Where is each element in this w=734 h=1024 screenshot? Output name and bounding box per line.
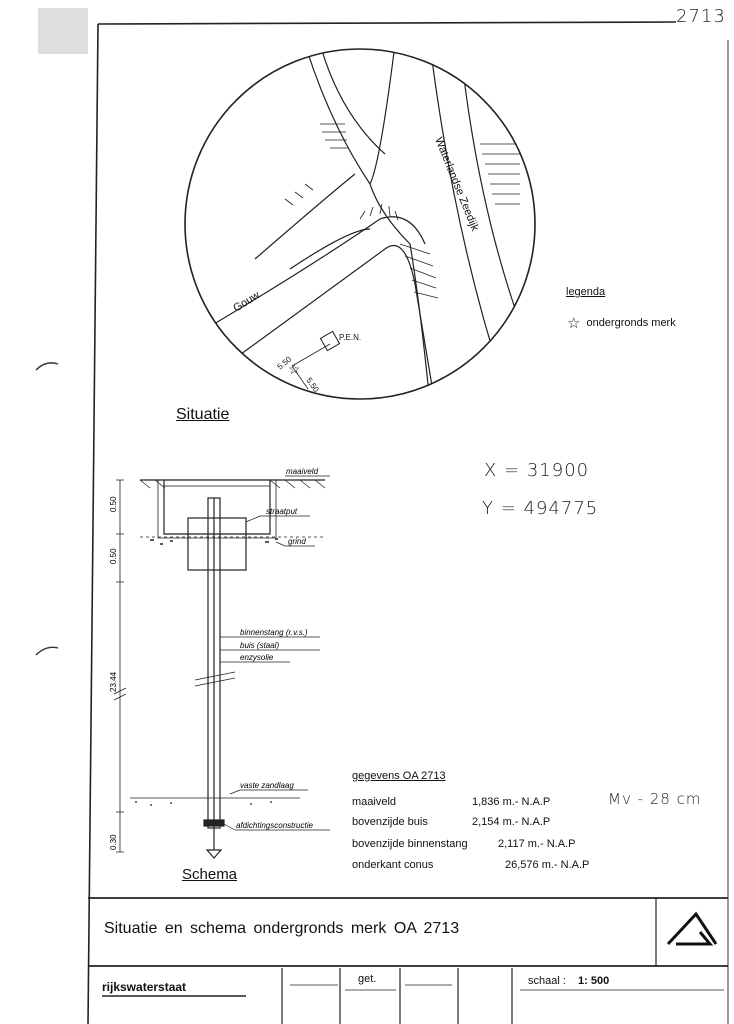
coord-x: X = 31900 bbox=[484, 460, 590, 481]
schema-label-enzysolie: enzysolie bbox=[240, 653, 274, 662]
dim-2344: 23.44 bbox=[109, 671, 118, 692]
gegevens-title: gegevens OA 2713 bbox=[352, 770, 446, 782]
gegevens-row-label: maaiveld bbox=[352, 796, 397, 808]
legend-title: legenda bbox=[566, 286, 606, 298]
gegevens-row-label: bovenzijde buis bbox=[352, 816, 428, 828]
get-label: get. bbox=[358, 973, 377, 985]
gegevens-row-label: bovenzijde binnenstang bbox=[352, 838, 468, 850]
gegevens-row-value: 26,576 m.- N.A.P bbox=[505, 859, 590, 871]
rijkswaterstaat-logo bbox=[668, 914, 716, 944]
org-name: rijkswaterstaat bbox=[102, 980, 187, 994]
handwritten-note: Mv - 28 cm bbox=[608, 790, 702, 808]
schema-label-binnenstang: binnenstang (r.v.s.) bbox=[240, 628, 308, 637]
situation-title: Situatie bbox=[176, 406, 230, 423]
schema-label-zandlaag: vaste zandlaag bbox=[240, 781, 294, 790]
merk-star-icon: ☆ bbox=[288, 361, 301, 377]
street-label-gouw: Gouw bbox=[231, 289, 262, 315]
schema-title: Schema bbox=[182, 866, 238, 883]
title-block-main: Situatie en schema ondergronds merk OA 2713 bbox=[104, 920, 460, 937]
street-label-zeedijk: Waterlandse Zeedijk bbox=[432, 135, 481, 233]
gegevens-row-label: onderkant conus bbox=[352, 859, 434, 871]
sheet-number: 2713 bbox=[676, 6, 726, 27]
schema-label-maaiveld: maaiveld bbox=[286, 467, 319, 476]
dim-050-mid: 0.50 bbox=[109, 548, 118, 564]
dim-label-2: 5.50 bbox=[304, 375, 321, 394]
dim-label-1: 5.50 bbox=[275, 354, 294, 372]
schema-label-afdichting: afdichtingsconstructie bbox=[236, 821, 313, 830]
gegevens-row-value: 2,154 m.- N.A.P bbox=[472, 816, 551, 828]
pen-label: P.E.N. bbox=[339, 333, 362, 342]
gegevens-row-value: 1,836 m.- N.A.P bbox=[472, 796, 551, 808]
dim-050-top: 0.50 bbox=[109, 496, 118, 512]
scale-label: schaal : bbox=[528, 975, 566, 987]
coord-y: Y = 494775 bbox=[482, 498, 599, 519]
dim-030: 0.30 bbox=[109, 834, 118, 850]
scale-value: 1: 500 bbox=[578, 975, 610, 987]
gegevens-row-value: 2,117 m.- N.A.P bbox=[498, 838, 576, 850]
legend-item-label: ondergronds merk bbox=[586, 317, 676, 329]
schema-label-grind: grind bbox=[288, 537, 306, 546]
schema-label-buis: buis (staal) bbox=[240, 641, 280, 650]
schema-label-straatput: straatput bbox=[266, 507, 298, 516]
star-icon: ☆ bbox=[567, 315, 581, 332]
